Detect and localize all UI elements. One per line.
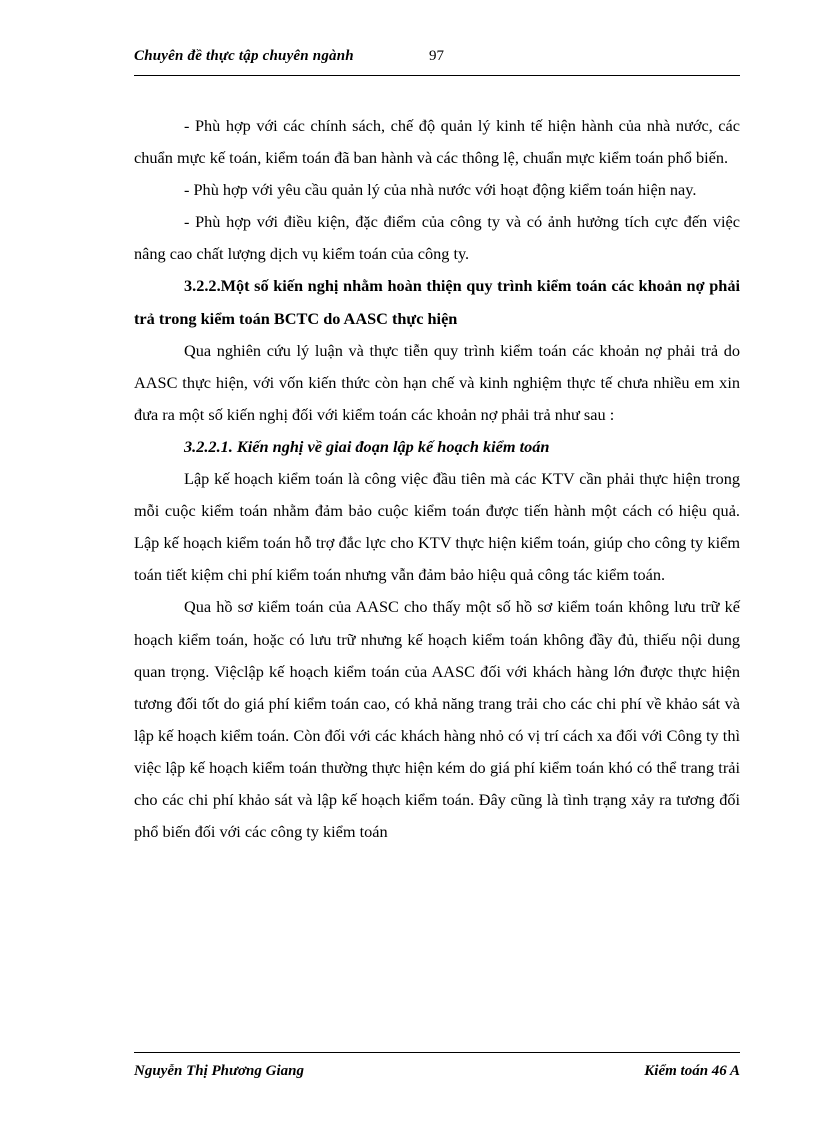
footer-divider bbox=[134, 1052, 740, 1053]
section-heading-3-2-2: 3.2.2.Một số kiến nghị nhằm hoàn thiện quy trình kiểm toán các khoản nợ phải trả trong kiểm toán BCTC do AASC thực hiện bbox=[134, 276, 740, 328]
paragraph-management-requirements: - Phù hợp với yêu cầu quản lý của nhà nước với hoạt động kiểm toán hiện nay. bbox=[184, 180, 697, 200]
page-header bbox=[134, 48, 740, 76]
footer-author: Nguyễn Thị Phương Giang bbox=[134, 1063, 304, 1079]
page-footer bbox=[134, 1052, 740, 1082]
page-number: 97 bbox=[429, 48, 444, 64]
header-title: Chuyên đề thực tập chuyên ngành bbox=[134, 48, 354, 64]
paragraph-audit-files: Qua hồ sơ kiểm toán của AASC cho thấy một số hồ sơ kiểm toán không lưu trữ kế hoạch kiểm toán, hoặc có lưu trữ nhưng kế hoạch kiểm toán không đầy đủ, thiếu nội dung quan trọng. Việclập kế hoạch kiểm toán của AASC đối với khách hàng lớn được thực hiện tương đối tốt do giá phí kiểm toán cao, có khả năng trang trải cho các chi phí về khảo sát và lập kế hoạch kiểm toán. Còn đối với các khách hàng nhỏ có vị trí cách xa đối với Công ty thì việc lập kế hoạch kiểm toán thường thực hiện kém do giá phí kiểm toán khó có thể trang trải cho các chi phí khảo sát và lập kế hoạch kiểm toán. Đây cũng là tình trạng xảy ra tương đối phổ biến đối với các công ty kiểm toán bbox=[134, 597, 740, 842]
footer-class-label: Kiểm toán 46 A bbox=[644, 1063, 740, 1079]
paragraph-research-intro: Qua nghiên cứu lý luận và thực tiễn quy trình kiểm toán các khoản nợ phải trả do AASC thực hiện, với vốn kiến thức còn hạn chế và kinh nghiệm thực tế chưa nhiều em xin đưa ra một số kiến nghị đối với kiểm toán các khoản nợ phải trả như sau : bbox=[134, 340, 740, 424]
subsection-heading-3-2-2-1: 3.2.2.1. Kiến nghị về giai đoạn lập kế hoạch kiểm toán bbox=[184, 436, 550, 456]
document-body bbox=[134, 110, 740, 848]
paragraph-policy-compliance: - Phù hợp với các chính sách, chế độ quản lý kinh tế hiện hành của nhà nước, các chuẩn mực kế toán, kiểm toán đã ban hành và các thông lệ, chuẩn mực kiểm toán phổ biến. bbox=[134, 116, 740, 168]
paragraph-company-conditions: - Phù hợp với điều kiện, đặc điểm của công ty và có ảnh hưởng tích cực đến việc nâng cao chất lượng dịch vụ kiểm toán của công ty. bbox=[134, 212, 740, 264]
header-divider bbox=[134, 75, 740, 76]
paragraph-audit-planning: Lập kế hoạch kiểm toán là công việc đầu tiên mà các KTV cần phải thực hiện trong mỗi cuộc kiểm toán nhằm đảm bảo cuộc kiểm toán được tiến hành một cách có hiệu quả. Lập kế hoạch kiểm toán hỗ trợ đắc lực cho KTV thực hiện kiểm toán, giúp cho công ty kiểm toán tiết kiệm chi phí kiểm toán nhưng vẫn đảm bảo hiệu quả công tác kiểm toán. bbox=[134, 469, 740, 585]
